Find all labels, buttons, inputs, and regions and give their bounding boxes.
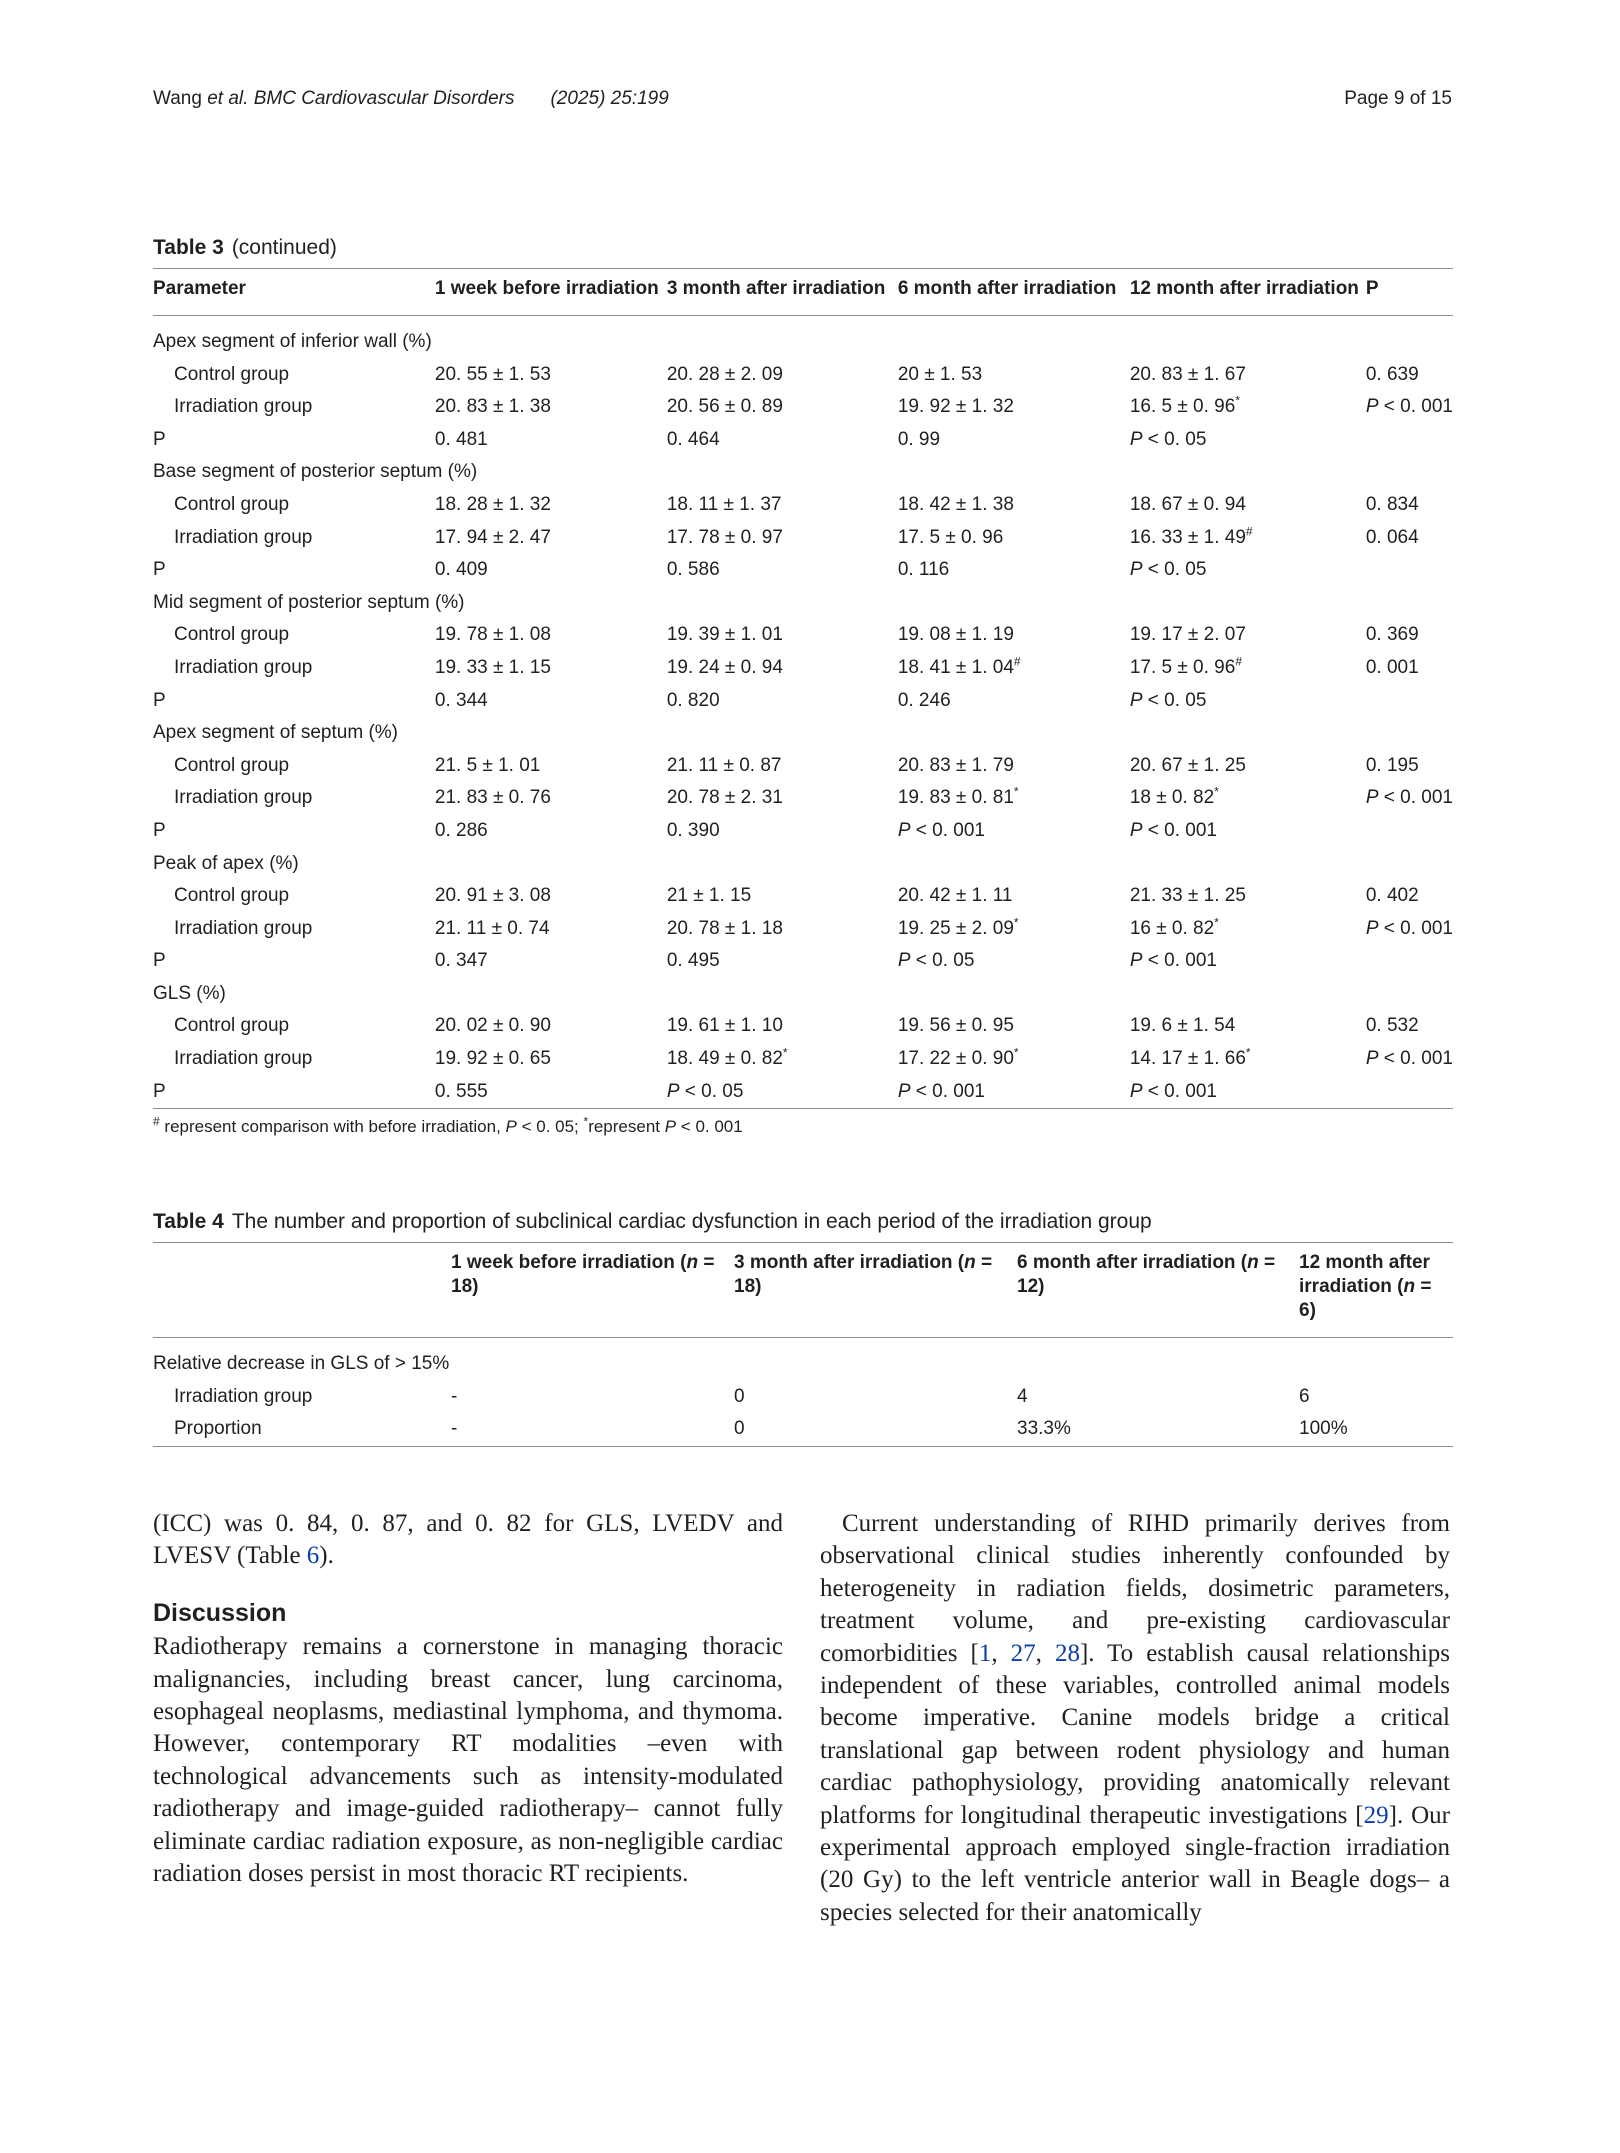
table-cell: 21. 83 ± 0. 76 xyxy=(434,787,551,809)
table-cell: 19. 6 ± 1. 54 xyxy=(1129,1015,1236,1037)
table-3-data-row xyxy=(153,391,1453,424)
row-label: Irradiation group xyxy=(174,656,313,678)
table-3-data-row xyxy=(153,880,1453,913)
table-cell: 18. 42 ± 1. 38 xyxy=(897,493,1014,515)
table-cell: 21. 5 ± 1. 01 xyxy=(434,754,541,776)
table-3-data-row xyxy=(153,913,1453,946)
table-cell xyxy=(1366,424,1453,457)
table-cell: P < 0. 001 xyxy=(1365,787,1453,809)
row-label: Irradiation group xyxy=(174,1385,313,1407)
table-cell: 0. 555 xyxy=(435,1076,667,1109)
section-label: Mid segment of posterior septum (%) xyxy=(153,591,465,613)
table-cell: 17. 5 ± 0. 96# xyxy=(1129,654,1243,678)
table-cell: 20. 91 ± 3. 08 xyxy=(434,885,551,907)
ref-link-29[interactable]: 29 xyxy=(1363,1801,1389,1829)
table-cell: 19. 61 ± 1. 10 xyxy=(666,1015,783,1037)
table-cell: P < 0. 001 xyxy=(1365,1048,1453,1070)
table-cell: P < 0. 05 xyxy=(897,950,975,972)
table-6-link[interactable]: 6 xyxy=(306,1542,320,1570)
table-cell: 21. 11 ± 0. 74 xyxy=(434,917,550,939)
table-cell: 19. 56 ± 0. 95 xyxy=(897,1015,1014,1037)
table-cell: 0. 286 xyxy=(434,819,488,841)
table-3-data-row xyxy=(153,1010,1453,1043)
table-cell: P < 0. 05 xyxy=(1129,428,1207,450)
table-3-col-header: 6 month after irradiation xyxy=(898,269,1130,316)
table-cell: 0 xyxy=(734,1385,745,1407)
ref-link-1[interactable]: 1 xyxy=(978,1639,992,1667)
paragraph-icc: (ICC) was 0. 84, 0. 87, and 0. 82 for GLS, LVEDV and LVESV (Table 6). xyxy=(153,1510,783,1570)
table-3-data-row xyxy=(153,522,1453,555)
section-label: Apex segment of inferior wall (%) xyxy=(153,331,432,352)
table-cell: 33.3% xyxy=(1017,1413,1299,1446)
table-3-section-row xyxy=(153,587,1453,620)
table-cell xyxy=(1366,1076,1453,1109)
table-cell xyxy=(1366,554,1453,587)
table-cell: 21. 33 ± 1. 25 xyxy=(1129,885,1246,907)
section-label: GLS (%) xyxy=(153,982,226,1004)
table-cell: 0. 834 xyxy=(1365,493,1419,515)
table-cell: 0. 246 xyxy=(897,689,951,711)
table-cell: 19. 08 ± 1. 19 xyxy=(897,624,1014,646)
table-3-section-row xyxy=(153,848,1453,881)
table-cell: 0. 495 xyxy=(666,950,720,972)
row-label: Irradiation group xyxy=(174,396,313,418)
table-3-data-row xyxy=(153,359,1453,392)
ref-link-28[interactable]: 28 xyxy=(1054,1639,1080,1667)
table-3-section-row xyxy=(153,316,1453,359)
table-3-data-row xyxy=(153,652,1453,685)
section-label: Apex segment of septum (%) xyxy=(153,722,398,744)
table-cell: 20. 55 ± 1. 53 xyxy=(434,363,551,385)
table-cell: 6 xyxy=(1299,1385,1310,1407)
table-cell: - xyxy=(451,1413,734,1446)
table-cell: 17. 94 ± 2. 47 xyxy=(434,526,551,548)
table-cell: 0. 344 xyxy=(434,689,488,711)
table-cell: P < 0. 001 xyxy=(1365,917,1453,939)
table-cell: 0. 586 xyxy=(666,559,720,581)
table-3-caption: Table 3 (continued) xyxy=(153,236,337,259)
table-3-section-row xyxy=(153,717,1453,750)
table-cell: 21 ± 1. 15 xyxy=(666,885,752,907)
table-cell: P < 0. 05 xyxy=(1129,689,1207,711)
table-cell: 19. 83 ± 0. 81* xyxy=(897,784,1019,809)
table-cell: 18. 49 ± 0. 82* xyxy=(666,1045,788,1070)
table-4-col-header xyxy=(153,1243,451,1338)
table-3-label: Table 3 xyxy=(153,236,224,259)
table-3-data-row xyxy=(153,750,1453,783)
table-cell: 0. 99 xyxy=(897,428,941,450)
table-cell: 20. 78 ± 2. 31 xyxy=(666,787,783,809)
table-4-section-row xyxy=(153,1338,1453,1381)
table-cell: 19. 33 ± 1. 15 xyxy=(434,656,551,678)
table-cell: 0. 369 xyxy=(1365,624,1419,646)
table-cell: 20. 02 ± 0. 90 xyxy=(434,1015,551,1037)
row-label: Control group xyxy=(174,493,290,515)
table-cell xyxy=(1366,685,1453,718)
row-label: P xyxy=(153,819,166,841)
table-3-data-row xyxy=(153,619,1453,652)
ref-link-27[interactable]: 27 xyxy=(1010,1639,1036,1667)
row-label: Irradiation group xyxy=(174,1048,313,1070)
table-3-data-row xyxy=(153,782,1453,815)
table-3-data-row xyxy=(153,424,1453,457)
table-cell: 0. 390 xyxy=(666,819,720,841)
table-4-col-header: 1 week before irradiation (n = 18) xyxy=(451,1243,734,1338)
table-3-col-header: P xyxy=(1366,269,1453,316)
table-cell: 18. 11 ± 1. 37 xyxy=(666,493,782,515)
table-3-section-row xyxy=(153,456,1453,489)
section-label: Base segment of posterior septum (%) xyxy=(153,461,478,483)
running-header xyxy=(153,88,669,110)
row-label: P xyxy=(153,689,166,711)
left-column xyxy=(153,1508,783,1890)
table-3-data-row xyxy=(153,685,1453,718)
row-label: Control group xyxy=(174,885,290,907)
table-cell: 0. 116 xyxy=(897,559,950,581)
table-cell: 19. 92 ± 0. 65 xyxy=(434,1048,551,1070)
table-cell: 20. 83 ± 1. 79 xyxy=(897,754,1014,776)
table-cell: 20. 56 ± 0. 89 xyxy=(666,396,783,418)
table-cell: 0. 402 xyxy=(1365,885,1419,907)
row-label: Irradiation group xyxy=(174,526,313,548)
table-3-col-header: 3 month after irradiation xyxy=(667,269,898,316)
table-3-col-header: 12 month after irradiation xyxy=(1130,269,1366,316)
row-label: P xyxy=(153,1076,435,1109)
row-label: P xyxy=(153,559,166,581)
table-cell xyxy=(1366,945,1453,978)
table-3-data-row xyxy=(153,815,1453,848)
table-4-grid xyxy=(153,1242,1453,1447)
table-4-data-row xyxy=(153,1413,1453,1446)
table-cell: 0. 001 xyxy=(1365,656,1419,678)
paragraph-rihd: Current understanding of RIHD primarily derives from observational clinical studies inherently confounded by heterogeneity in radiation fields, dosimetric parameters, treatment volume, and pre-existing cardiovascular comorbidities [1, 27, 28]. To establish causal relationships independent of these variables, controlled animal models become imperative. Canine models bridge a critical translational gap between rodent physiology and human cardiac pathophysiology, providing anatomically relevant platforms for longitudinal therapeutic investigations [29]. Our experimental approach employed single-fraction irradiation (20 Gy) to the left ventricle anterior wall in Beagle dogs– a species selected for their anatomically xyxy=(820,1510,1450,1926)
table-3-data-row xyxy=(153,1043,1453,1076)
table-cell: 18 ± 0. 82* xyxy=(1129,784,1219,809)
table-cell: P < 0. 001 xyxy=(1129,819,1217,841)
table-cell: 18. 41 ± 1. 04# xyxy=(897,654,1021,678)
table-cell: P < 0. 001 xyxy=(898,1076,1130,1109)
table-4-data-row xyxy=(153,1381,1453,1414)
table-cell: 0. 064 xyxy=(1365,526,1419,548)
table-cell: 19. 78 ± 1. 08 xyxy=(434,624,551,646)
table-cell: P < 0. 001 xyxy=(897,819,985,841)
table-cell: 17. 5 ± 0. 96 xyxy=(897,526,1004,548)
table-cell: 0. 820 xyxy=(666,689,720,711)
table-3 xyxy=(153,236,1453,1137)
table-cell: 19. 25 ± 2. 09* xyxy=(897,915,1019,939)
table-3-data-row xyxy=(153,489,1453,522)
table-3-footnote: # represent comparison with before irradiation, P < 0. 05; *represent P < 0. 001 xyxy=(153,1114,743,1137)
table-4-col-header: 3 month after irradiation (n = 18) xyxy=(734,1243,1017,1338)
table-cell: 20. 83 ± 1. 67 xyxy=(1129,363,1246,385)
table-cell: 0. 532 xyxy=(1365,1015,1419,1037)
page-number: Page 9 of 15 xyxy=(1344,88,1452,109)
table-3-data-row xyxy=(153,554,1453,587)
table-cell: P < 0. 001 xyxy=(1365,396,1453,418)
row-label: P xyxy=(153,950,166,972)
row-label: Irradiation group xyxy=(174,917,313,939)
table-cell: 19. 17 ± 2. 07 xyxy=(1129,624,1246,646)
table-cell: 100% xyxy=(1299,1413,1453,1446)
table-cell: 20. 28 ± 2. 09 xyxy=(666,363,783,385)
table-cell: - xyxy=(451,1385,458,1407)
table-3-data-row xyxy=(153,1076,1453,1109)
table-4-label: Table 4 xyxy=(153,1210,224,1233)
table-cell: P < 0. 05 xyxy=(667,1076,898,1109)
section-heading-discussion: Discussion xyxy=(153,1598,287,1627)
table-cell: 18. 28 ± 1. 32 xyxy=(434,493,551,515)
header-journal: et al. BMC Cardiovascular Disorders xyxy=(207,88,515,109)
paragraph-discussion: Radiotherapy remains a cornerstone in managing thoracic malignancies, including breast cancer, lung carcinoma, esophageal neoplasms, mediastinal lymphoma, and thymoma. However, contemporary RT modalities –even with technological advancements such as intensity-modulated radiotherapy and image-guided radiotherapy– cannot fully eliminate cardiac radiation exposure, as non-negligible cardiac radiation doses persist in most thoracic RT recipients. xyxy=(153,1633,783,1888)
row-label: Proportion xyxy=(153,1413,451,1446)
section-label: Relative decrease in GLS of > 15% xyxy=(153,1353,450,1374)
section-label: Peak of apex (%) xyxy=(153,852,299,874)
table-cell: 0. 195 xyxy=(1365,754,1419,776)
table-cell: P < 0. 05 xyxy=(1129,559,1207,581)
table-cell: 16 ± 0. 82* xyxy=(1129,915,1219,939)
table-cell: 20. 83 ± 1. 38 xyxy=(434,396,551,418)
table-cell: 0. 639 xyxy=(1365,363,1419,385)
table-4 xyxy=(153,1210,1453,1447)
table-cell: 17. 22 ± 0. 90* xyxy=(897,1045,1019,1070)
table-cell: 0 xyxy=(734,1413,1017,1446)
table-4-col-header: 12 month after irradiation (n = 6) xyxy=(1299,1243,1453,1338)
table-cell: 16. 33 ± 1. 49# xyxy=(1129,524,1253,548)
table-cell: 17. 78 ± 0. 97 xyxy=(666,526,783,548)
table-3-grid xyxy=(153,268,1453,1109)
table-cell: P < 0. 001 xyxy=(1129,950,1217,972)
row-label: Control group xyxy=(174,1015,290,1037)
table-3-col-header: Parameter xyxy=(153,269,435,316)
table-cell: 19. 39 ± 1. 01 xyxy=(666,624,783,646)
table-cell: 0. 464 xyxy=(666,428,720,450)
table-cell: 0. 481 xyxy=(434,428,488,450)
table-cell: 0. 409 xyxy=(434,559,488,581)
table-cell: 21. 11 ± 0. 87 xyxy=(666,754,782,776)
table-cell: 20 ± 1. 53 xyxy=(897,363,983,385)
row-label: Control group xyxy=(174,754,290,776)
table-3-col-header: 1 week before irradiation xyxy=(435,269,667,316)
row-label: Irradiation group xyxy=(174,787,313,809)
table-4-caption: Table 4 The number and proportion of subclinical cardiac dysfunction in each period of the irradiation group xyxy=(153,1210,1152,1233)
table-cell: 18. 67 ± 0. 94 xyxy=(1129,493,1246,515)
table-cell: 4 xyxy=(1017,1385,1028,1407)
table-cell: 20. 67 ± 1. 25 xyxy=(1129,754,1246,776)
row-label: P xyxy=(153,428,166,450)
table-3-data-row xyxy=(153,945,1453,978)
table-cell: 16. 5 ± 0. 96* xyxy=(1129,393,1240,418)
header-author: Wang xyxy=(153,88,208,109)
table-cell: 19. 92 ± 1. 32 xyxy=(897,396,1014,418)
table-cell: 20. 42 ± 1. 11 xyxy=(897,885,1013,907)
table-cell: 20. 78 ± 1. 18 xyxy=(666,917,783,939)
header-year-volume: (2025) 25:199 xyxy=(550,88,669,109)
table-cell: 0. 347 xyxy=(434,950,488,972)
row-label: Control group xyxy=(174,624,290,646)
table-cell xyxy=(1366,815,1453,848)
table-cell: 19. 24 ± 0. 94 xyxy=(666,656,783,678)
right-column xyxy=(820,1508,1450,1929)
row-label: Control group xyxy=(174,363,290,385)
table-4-col-header: 6 month after irradiation (n = 12) xyxy=(1017,1243,1299,1338)
table-cell: 14. 17 ± 1. 66* xyxy=(1129,1045,1251,1070)
table-cell: P < 0. 001 xyxy=(1130,1076,1366,1109)
table-3-section-row xyxy=(153,978,1453,1011)
